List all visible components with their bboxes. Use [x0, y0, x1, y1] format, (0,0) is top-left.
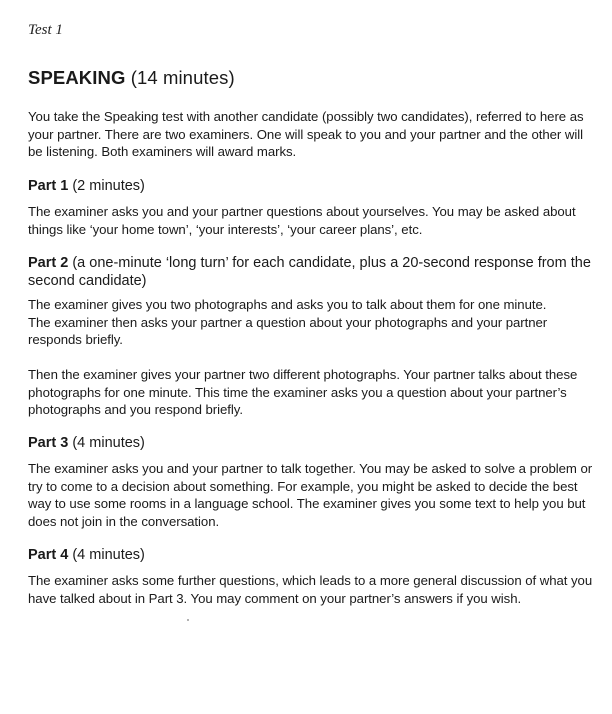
part-1-note: (2 minutes) — [72, 178, 145, 194]
part-1-label: Part 1 — [28, 178, 69, 194]
part-1-paragraph: The examiner asks you and your partner questions about yourselves. You may be asked about things like ‘your home town’, ‘your interests’, ‘your career plans’, etc. — [28, 204, 576, 237]
part-3-heading — [28, 434, 598, 452]
part-1-heading — [28, 177, 598, 195]
part-2-heading — [28, 254, 598, 290]
page-title-label: SPEAKING — [28, 67, 126, 88]
part-2-paragraph-1: The examiner gives you two photographs and asks you to talk about them for one minute. The examiner then asks your partner a question about your photographs and your partner responds briefly. — [28, 297, 548, 347]
part-3-note: (4 minutes) — [72, 435, 145, 451]
part-2-note: (a one-minute ‘long turn’ for each candidate, plus a 20-second response from the second candidate) — [28, 255, 591, 289]
part-3-label: Part 3 — [28, 435, 69, 451]
part-4-label: Part 4 — [28, 547, 69, 563]
part-4-heading — [28, 546, 598, 564]
page-title-duration: (14 minutes) — [130, 67, 235, 88]
part-4-paragraph: The examiner asks some further questions, which leads to a more general discussion of what you have talked about in Part 3. You may comment on your partner’s answers if you wish. — [28, 573, 593, 606]
part-4-note: (4 minutes) — [72, 547, 145, 563]
running-head: Test 1 — [28, 22, 63, 38]
part-3-paragraph: The examiner asks you and your partner to talk together. You may be asked to solve a problem or try to come to a decision about something. For example, you might be asked to decide the best way to use some rooms in a language school. The examiner gives you some text to help you but does not join in the conversation. — [28, 461, 593, 529]
part-2-paragraph-2: Then the examiner gives your partner two different photographs. Your partner talks about these photographs for one minute. This time the examiner asks you a question about your partner’s photographs and you respond briefly. — [28, 367, 578, 417]
speck-mark — [187, 619, 189, 621]
page-title — [28, 67, 235, 89]
part-2-label: Part 2 — [28, 255, 69, 271]
intro-paragraph: You take the Speaking test with another candidate (possibly two candidates), referred to here as your partner. There are two examiners. One will speak to you and your partner and the other will be listening. Both examiners will award marks. — [28, 109, 584, 159]
